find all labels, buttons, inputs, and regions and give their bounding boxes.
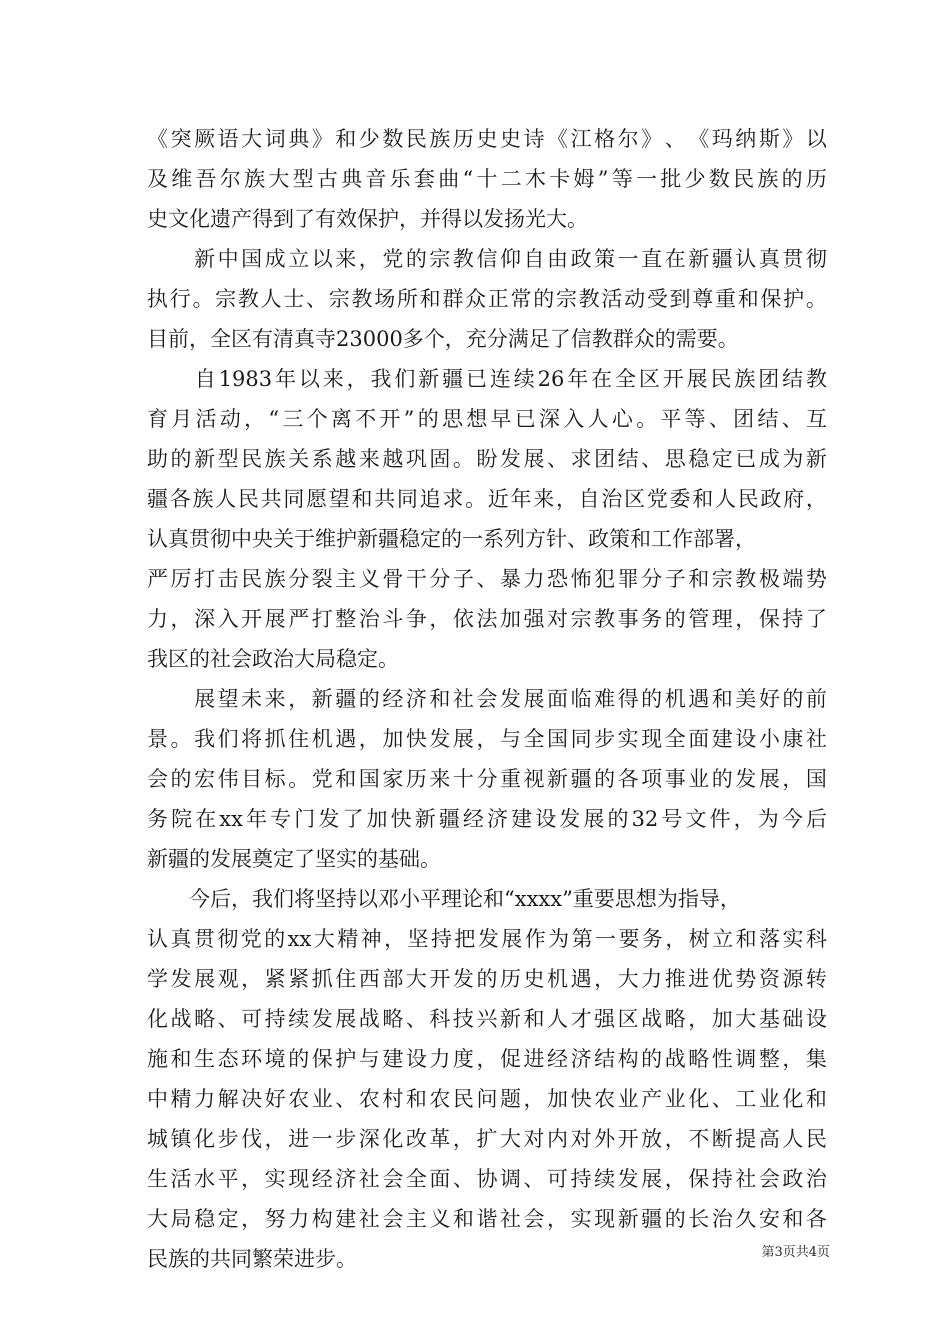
text-line: 今后，我们将坚持以邓小平理论和“xxxx”重要思想为指导， [147,887,741,911]
text-line: 执 行 。 宗 教 人 士 、 宗 教 场 所 和 群 众 正 常 的 宗 教 活 动 受 到 尊 重 和 保 护 。 [147,287,827,311]
document-body [147,119,827,1279]
text-line: 育 月 活 动 ， “ 三 个 离 不 开 ” 的 思 想 早 已 深 入 人 心 。 平 等 、 团 结 、 互 [147,407,827,431]
text-line: 我区的社会政治大局稳定。 [147,647,399,671]
text-line: 中 精 力 解 决 好 农 业 、 农 村 和 农 民 问 题 ， 加 快 农 业 产 业 化 、 工 业 化 和 [147,1087,827,1111]
text-line: 及 维 吾 尔 族 大 型 古 典 音 乐 套 曲 “ 十 二 木 卡 姆 ” 等 一 批 少 数 民 族 的 历 [147,167,827,191]
text-line: 严 厉 打 击 民 族 分 裂 主 义 骨 干 分 子 、 暴 力 恐 怖 犯 罪 分 子 和 宗 教 极 端 势 [147,567,827,591]
text-line: 会 的 宏 伟 目 标 。 党 和 国 家 历 来 十 分 重 视 新 疆 的 各 项 事 业 的 发 展 ， 国 [147,767,827,791]
text-line: 施 和 生 态 环 境 的 保 护 与 建 设 力 度 ， 促 进 经 济 结 构 的 战 略 性 调 整 ， 集 [147,1047,827,1071]
text-line: 大 局 稳 定 ， 努 力 构 建 社 会 主 义 和 谐 社 会 ， 实 现 新 疆 的 长 治 久 安 和 各 [147,1207,827,1231]
text-line: 认真贯彻中央关于维护新疆稳定的一系列方针、政策和工作部署， [147,527,756,551]
page-number: 第3页共4页 [761,1245,830,1260]
text-line: 民族的共同繁荣进步。 [147,1247,357,1271]
text-line: 史文化遗产得到了有效保护，并得以发扬光大。 [147,207,588,231]
text-line: 力 ， 深 入 开 展 严 打 整 治 斗 争 ， 依 法 加 强 对 宗 教 事 务 的 管 理 ， 保 持 了 [147,607,827,631]
text-line: 《 突 厥 语 大 词 典 》 和 少 数 民 族 历 史 史 诗 《 江 格 尔 》 、 《 玛 纳 斯 》 以 [147,127,827,151]
text-line: 化 战 略 、 可 持 续 发 展 战 略 、 科 技 兴 新 和 人 才 强 区 战 略 ， 加 大 基 础 设 [147,1007,827,1031]
text-line: 展 望 未 来 ， 新 疆 的 经 济 和 社 会 发 展 面 临 难 得 的 机 遇 和 美 好 的 前 [194,687,827,711]
text-line: 生 活 水 平 ， 实 现 经 济 社 会 全 面 、 协 调 、 可 持 续 发 展 ， 保 持 社 会 政 治 [147,1167,827,1191]
text-line: 新 中 国 成 立 以 来 ， 党 的 宗 教 信 仰 自 由 政 策 一 直 在 新 疆 认 真 贯 彻 [194,247,827,271]
text-line: 自 1983 年 以 来 ， 我 们 新 疆 已 连 续 26 年 在 全 区 开 展 民 族 团 结 教 [194,367,827,391]
text-line: 疆 各 族 人 民 共 同 愿 望 和 共 同 追 求 。 近 年 来 ， 自 治 区 党 委 和 人 民 政 府 ， [147,487,827,511]
text-line: 目前，全区有清真寺23000多个，充分满足了信教群众的需要。 [147,327,739,351]
text-line: 学 发 展 观 ， 紧 紧 抓 住 西 部 大 开 发 的 历 史 机 遇 ， 大 力 推 进 优 势 资 源 转 [147,967,827,991]
text-line: 新疆的发展奠定了坚实的基础。 [147,847,441,871]
text-line: 助 的 新 型 民 族 关 系 越 来 越 巩 固 。 盼 发 展 、 求 团 结 、 思 稳 定 已 成 为 新 [147,447,827,471]
text-line: 认 真 贯 彻 党 的 xx 大 精 神 ， 坚 持 把 发 展 作 为 第 一 要 务 ， 树 立 和 落 实 科 [147,927,827,951]
text-line: 城 镇 化 步 伐 ， 进 一 步 深 化 改 革 ， 扩 大 对 内 对 外 开 放 ， 不 断 提 高 人 民 [147,1127,827,1151]
text-line: 务 院 在 xx 年 专 门 发 了 加 快 新 疆 经 济 建 设 发 展 的 32 号 文 件 ， 为 今 后 [147,807,827,831]
text-line: 景 。 我 们 将 抓 住 机 遇 ， 加 快 发 展 ， 与 全 国 同 步 实 现 全 面 建 设 小 康 社 [147,727,827,751]
